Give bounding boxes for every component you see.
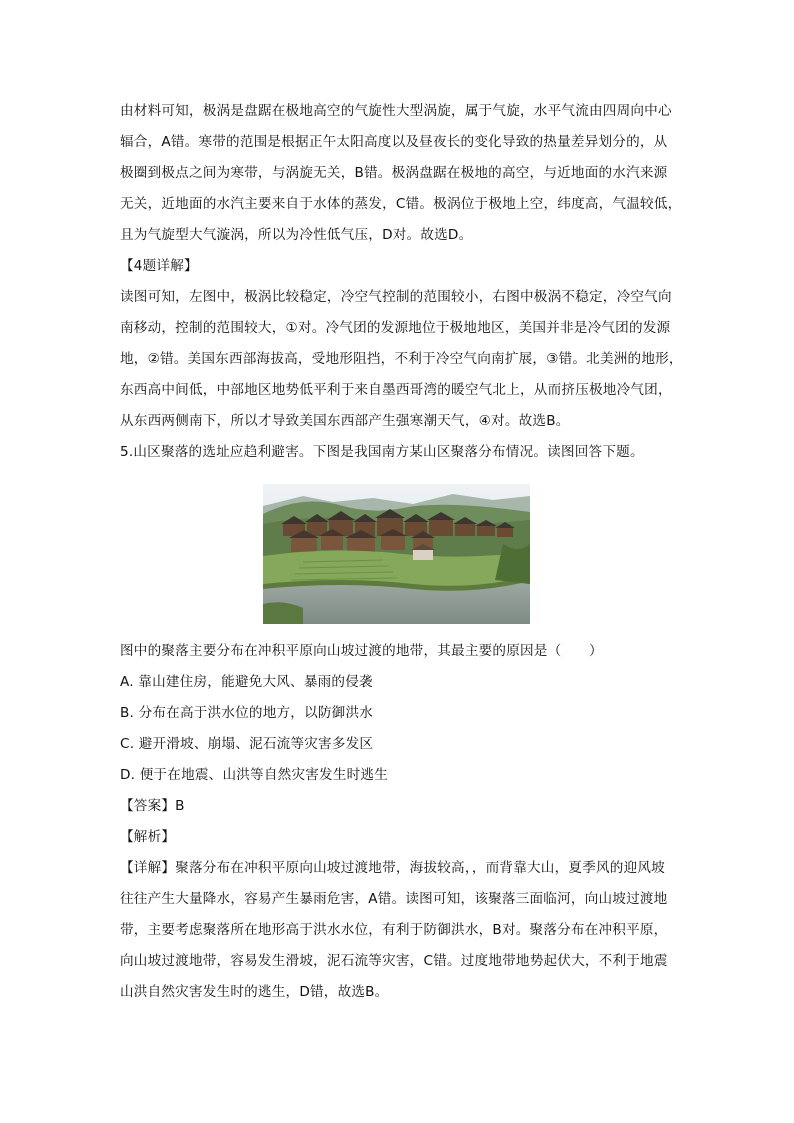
text-line: 往往产生大量降水，容易产生暴雨危害，A错。读图可知，该聚落三面临河，向山坡过渡地 <box>120 891 668 907</box>
text-line: 无关，近地面的水汽主要来自于水体的蒸发，C错。极涡位于极地上空，纬度高，气温较低， <box>120 196 682 212</box>
text-line: 【详解】聚落分布在冲积平原向山坡过渡地带，海拔较高，，而背靠大山，夏季风的迎风坡 <box>120 860 665 876</box>
option-a: A. 靠山建住房，能避免大风、暴雨的侵袭 <box>120 674 373 690</box>
q5-intro: 5.山区聚落的选址应趋利避害。下图是我国南方某山区聚落分布情况。读图回答下题。 <box>120 444 644 460</box>
analysis-q5 <box>120 853 680 1008</box>
text-line: 读图可知，左图中，极涡比较稳定，冷空气控制的范围较小，右图中极涡不稳定，冷空气向 <box>120 289 672 305</box>
answer-label: 【答案】B <box>120 798 185 814</box>
text-line: 带，主要考虑聚落所在地形高于洪水水位，有利于防御洪水，B对。聚落分布在冲积平原， <box>120 922 668 938</box>
text-line: 由材料可知，极涡是盘踞在极地高空的气旋性大型涡旋，属于气旋，水平气流由四周向中心 <box>120 103 672 119</box>
text-line: 极圈到极点之间为寒带，与涡旋无关，B错。极涡盘踞在极地的高空，与近地面的水汽来源 <box>120 165 668 181</box>
mountain-village-photo <box>263 484 530 624</box>
text-line: 地，②错。美国东西部海拔高，受地形阻挡，不利于冷空气向南扩展，③错。北美洲的地形， <box>120 351 683 367</box>
document-page <box>120 96 683 1008</box>
analysis-label: 【解析】 <box>120 829 176 845</box>
text-line: 且为气旋型大气漩涡，所以为冷性低气压，D对。故选D。 <box>120 227 473 243</box>
option-c: C. 避开滑坡、崩塌、泥石流等灾害多发区 <box>120 736 374 752</box>
option-b: B. 分布在高于洪水位的地方，以防御洪水 <box>120 705 374 721</box>
text-line: 南移动，控制的范围较大，①对。冷气团的发源地位于极地地区，美国并非是冷气团的发源 <box>120 320 671 336</box>
option-d: D. 便于在地震、山洪等自然灾害发生时逃生 <box>120 767 388 783</box>
q4-heading: 【4题详解】 <box>120 258 198 274</box>
text-line: 辐合，A错。寒带的范围是根据正午太阳高度以及昼夜长的变化导致的热量差异划分的，从 <box>120 134 668 150</box>
analysis-q4 <box>120 282 683 437</box>
text-line: 东西高中间低，中部地区地势低平利于来自墨西哥湾的暖空气北上，从而挤压极地冷气团， <box>120 382 672 398</box>
q5-options <box>120 667 680 791</box>
q5-question: 图中的聚落主要分布在冲积平原向山坡过渡的地带，其最主要的原因是（ ） <box>120 643 603 659</box>
text-line: 向山坡过渡地带，容易发生滑坡，泥石流等灾害，C错。过度地带地势起伏大，不利于地震 <box>120 953 668 969</box>
analysis-q3 <box>120 96 680 251</box>
text-line: 从东西两侧南下，所以才导致美国东西部产生强寒潮天气，④对。故选B。 <box>120 413 570 429</box>
text-line: 山洪自然灾害发生时的逃生，D错，故选B。 <box>120 984 389 1000</box>
village-photo-container <box>120 484 680 630</box>
